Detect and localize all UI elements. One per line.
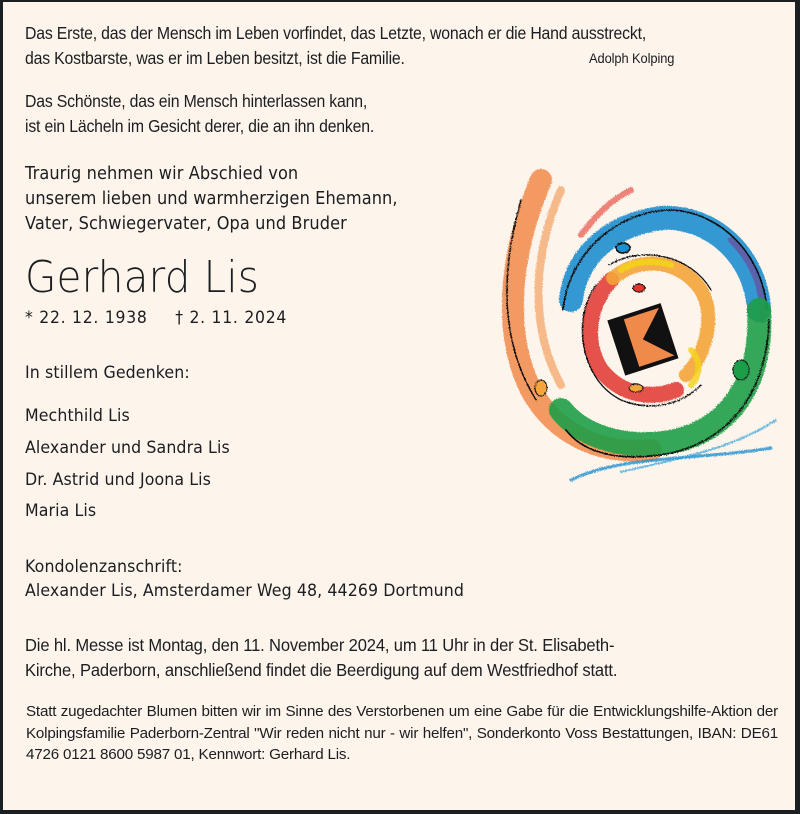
verse-line-1: Das Schönste, das ein Mensch hinterlassen kann, (25, 91, 368, 111)
mourner-name: Maria Lis (25, 501, 97, 521)
quote-line-1: Das Erste, das der Mensch im Leben vorfindet, das Letzte, wonach er die Hand ausstreckt, (25, 23, 647, 43)
deceased-name: Gerhard Lis (25, 252, 260, 303)
obituary-notice (3, 2, 795, 810)
service-line-2: Kirche, Paderborn, anschließend findet die Beerdigung auf dem Westfriedhof statt. (25, 660, 618, 680)
intro-line-2: unserem lieben und warmherzigen Ehemann, (25, 189, 398, 209)
mourners-heading: In stillem Gedenken: (25, 363, 190, 383)
mourner-name: Mechthild Lis (25, 406, 130, 426)
kolping-spiral-logo-icon (501, 160, 800, 500)
birth-date: * 22. 12. 1938 (25, 308, 148, 328)
quote-line-2: das Kostbarste, was er im Leben besitzt, ist die Familie. (25, 48, 405, 68)
donation-request: Statt zugedachter Blumen bitten wir im Sinne des Verstorbenen um eine Gabe für die Entwicklungshilfe-Aktion der Kolpingsfamilie Paderborn-Zentral "Wir reden nicht nur - wir helfen", Sonderkonto Voss Bestattungen, IBAN: DE61 4726 0121 8600 5987 01, Kennwort: Gerhard Lis. (26, 703, 778, 764)
condolence-label: Kondolenzanschrift: (25, 557, 183, 577)
intro-line-3: Vater, Schwiegervater, Opa und Bruder (25, 214, 347, 234)
quote-author: Adolph Kolping (589, 50, 675, 66)
condolence-address: Alexander Lis, Amsterdamer Weg 48, 44269 Dortmund (25, 581, 465, 601)
death-date: † 2. 11. 2024 (175, 308, 288, 328)
intro-line-1: Traurig nehmen wir Abschied von (25, 164, 299, 184)
mourner-name: Dr. Astrid und Joona Lis (25, 470, 211, 490)
life-dates (25, 308, 287, 328)
mourner-name: Alexander und Sandra Lis (25, 438, 230, 458)
service-line-1: Die hl. Messe ist Montag, den 11. November 2024, um 11 Uhr in der St. Elisabeth- (25, 635, 615, 655)
verse-line-2: ist ein Lächeln im Gesicht derer, die an ihn denken. (25, 116, 375, 136)
